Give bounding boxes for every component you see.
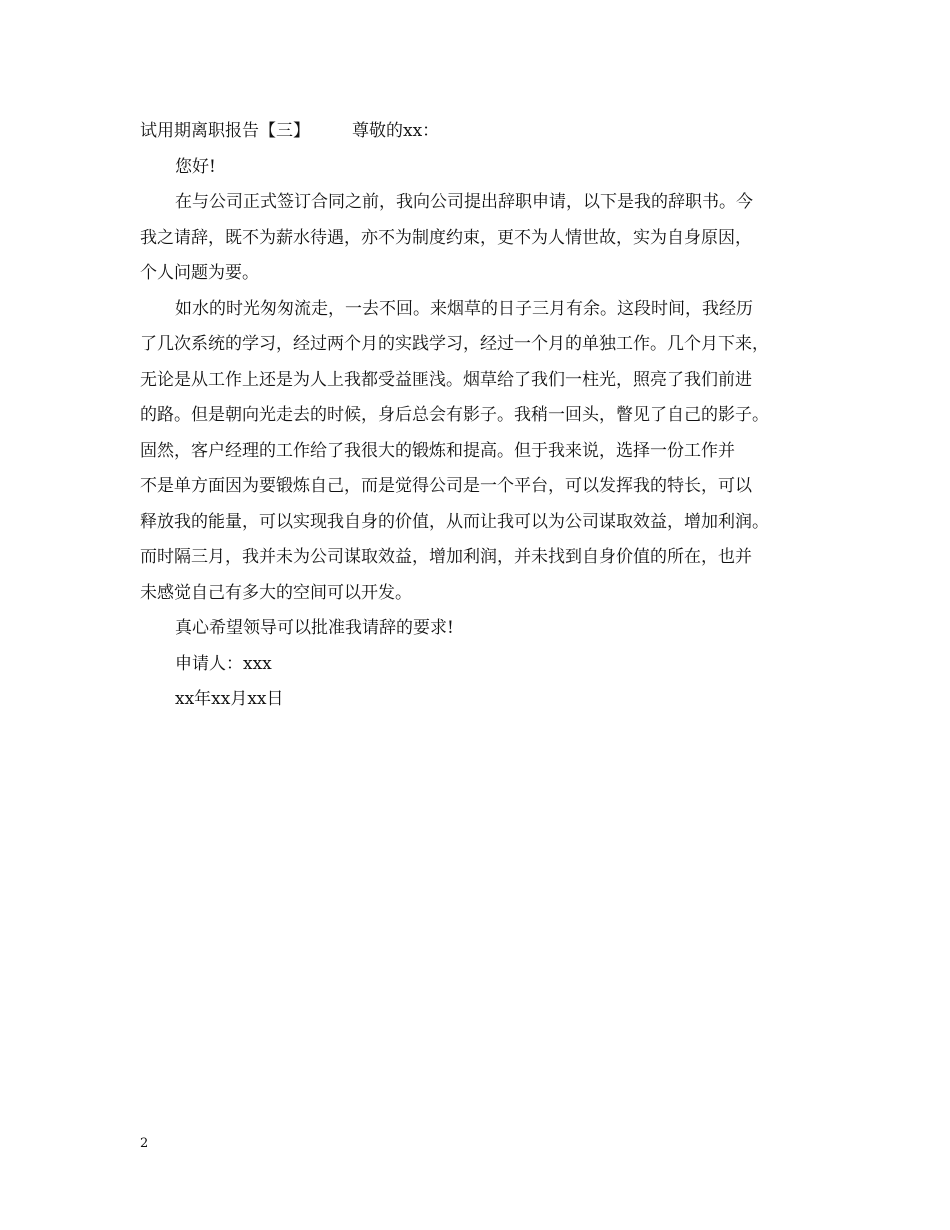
paragraph-1-line: 个人问题为要。 xyxy=(140,263,259,283)
document-body xyxy=(140,114,840,718)
paragraph-1-line: 在与公司正式签订合同之前，我向公司提出辞职申请，以下是我的辞职书。今 xyxy=(175,192,753,212)
salutation: 尊敬的xx： xyxy=(352,121,440,141)
applicant-line: 申请人：xxx xyxy=(175,653,272,674)
greeting: 您好! xyxy=(175,156,216,177)
document-heading: 试用期离职报告【三】 xyxy=(140,121,310,141)
page-number: 2 xyxy=(140,1136,149,1151)
paragraph-2-line: 不是单方面因为要锻炼自己，而是觉得公司是一个平台，可以发挥我的特长，可以 xyxy=(140,476,752,496)
paragraph-2-line: 而时隔三月，我并未为公司谋取效益，增加利润，并未找到自身价值的所在，也并 xyxy=(140,547,752,567)
heading-line xyxy=(140,114,840,150)
paragraph-2-line: 释放我的能量，可以实现我自身的价值，从而让我可以为公司谋取效益，增加利润。 xyxy=(140,511,769,532)
paragraph-2-line: 无论是从工作上还是为人上我都受益匪浅。烟草给了我们一柱光，照亮了我们前进 xyxy=(140,369,752,390)
paragraph-2-line: 的路。但是朝向光走去的时候，身后总会有影子。我稍一回头，瞥见了自己的影子。 xyxy=(140,405,769,425)
paragraph-2-line: 未感觉自己有多大的空间可以开发。 xyxy=(140,582,412,603)
paragraph-2-line: 了几次系统的学习，经过两个月的实践学习，经过一个月的单独工作。几个月下来， xyxy=(140,334,769,354)
paragraph-1-line: 我之请辞，既不为薪水待遇，亦不为制度约束，更不为人情世故，实为自身原因， xyxy=(140,227,752,248)
paragraph-2-line: 如水的时光匆匆流走，一去不回。来烟草的日子三月有余。这段时间，我经历 xyxy=(175,298,753,319)
closing-line: 真心希望领导可以批准我请辞的要求! xyxy=(175,618,454,638)
paragraph-2-line: 固然，客户经理的工作给了我很大的锻炼和提高。但于我来说，选择一份工作并 xyxy=(140,440,735,461)
date-line: xx年xx月xx日 xyxy=(175,689,284,709)
